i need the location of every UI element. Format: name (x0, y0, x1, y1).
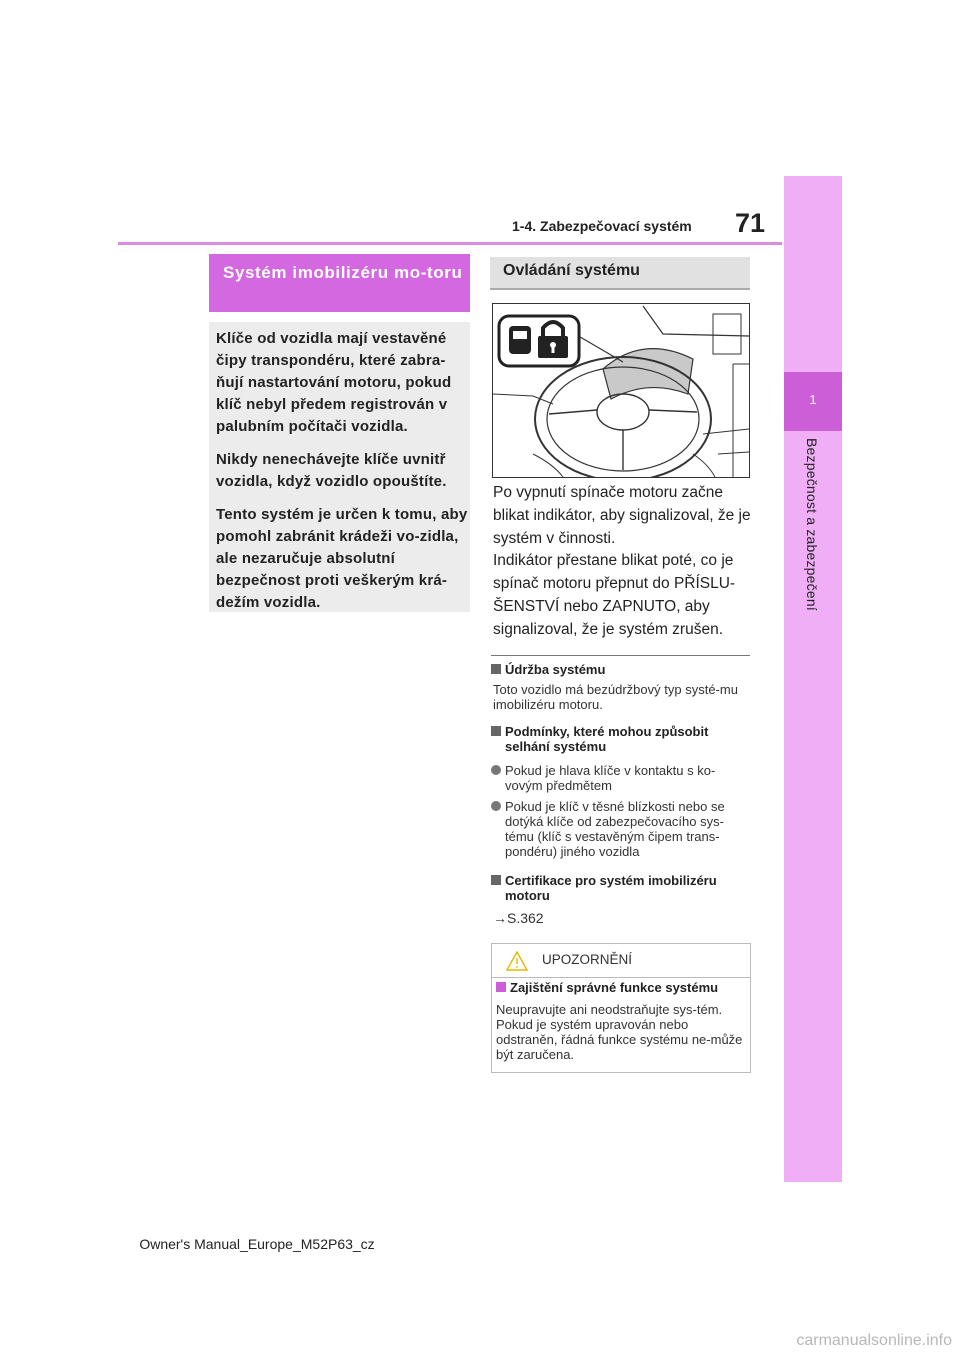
section-title: 1-4. Zabezpečovací systém (512, 218, 692, 234)
square-bullet-icon (491, 875, 501, 885)
warning-box (491, 943, 751, 1073)
conditions-heading: Podmínky, které mohou způsobit selhání systému (491, 724, 753, 754)
page-number: 71 (735, 208, 766, 238)
operation-paragraph-1-block (493, 481, 755, 550)
square-bullet-icon (491, 664, 501, 674)
immobilizer-heading: Systém imobilizéru mo-toru (223, 263, 463, 282)
immobilizer-paragraph-2: Nikdy nenechávejte klíče uvnitř vozidla, když vozidlo opouštíte. (216, 451, 447, 490)
operation-heading-box (490, 257, 750, 290)
operation-paragraph-2-block (493, 549, 755, 641)
list-item: Pokud je klíč v těsné blízkosti nebo se dotýká klíče od zabezpečovacího sys-tému (klíč s vestavěným čipem trans-pondéru) jiného vozidla (491, 799, 755, 859)
warning-divider (492, 977, 750, 978)
circle-bullet-icon (491, 801, 501, 811)
watermark: carmanualsonline.info (796, 1332, 952, 1349)
page-reference: →S.362 (493, 910, 544, 926)
steering-wheel-illustration (493, 304, 749, 477)
warning-triangle-icon (506, 951, 528, 971)
operation-paragraph-2: Indikátor přestane blikat poté, co je spínač motoru přepnut do PŘÍSLU-ŠENSTVÍ nebo ZAPNUTO, aby signalizoval, že je systém zrušen. (493, 552, 736, 638)
warning-heading: Zajištění správné funkce systému (496, 980, 748, 995)
manual-id: Owner's Manual_Europe_M52P63_cz (139, 1236, 375, 1252)
immobilizer-heading-box (209, 254, 470, 312)
header-rule (118, 242, 782, 245)
certification-heading: Certifikace pro systém imobilizéru motoru (491, 873, 753, 903)
immobilizer-intro-box (209, 322, 470, 612)
side-tab (784, 176, 842, 1182)
maintenance-heading: Údržba systému (491, 662, 753, 677)
chapter-number: 1 (809, 392, 817, 407)
immobilizer-paragraph-3: Tento systém je určen k tomu, aby pomohl zabránit krádeži vo-zidla, ale nezaručuje absolutní bezpečnost proti veškerým krá-dežím vozidla. (216, 506, 468, 611)
chapter-title: Bezpečnost a zabezpečení (804, 438, 820, 611)
divider (491, 655, 750, 656)
immobilizer-paragraph-1: Klíče od vozidla mají vestavěné čipy transpondéru, které zabra-ňují nastartování motoru, pokud klíč nebyl předem registrován v palubním počítači vozidla. (216, 330, 452, 435)
operation-heading: Ovládání systému (503, 262, 640, 279)
maintenance-text: Toto vozidlo má bezúdržbový typ systé-mu imobilizéru motoru. (493, 682, 738, 712)
operation-paragraph-1: Po vypnutí spínače motoru začne blikat indikátor, aby signalizoval, že je systém v činnosti. (493, 484, 751, 547)
list-item: Pokud je hlava klíče v kontaktu s ko-vovým předmětem (491, 763, 755, 793)
square-bullet-icon (491, 726, 501, 736)
warning-text: Neupravujte ani neodstraňujte sys-tém. Pokud je systém upravován nebo odstraněn, řádná funkce systému ne-může být zaručena. (496, 1002, 743, 1062)
square-bullet-icon (496, 982, 506, 992)
circle-bullet-icon (491, 765, 501, 775)
warning-title: UPOZORNĚNÍ (542, 952, 633, 967)
dashboard-illustration (492, 303, 750, 478)
footer (0, 1236, 960, 1252)
